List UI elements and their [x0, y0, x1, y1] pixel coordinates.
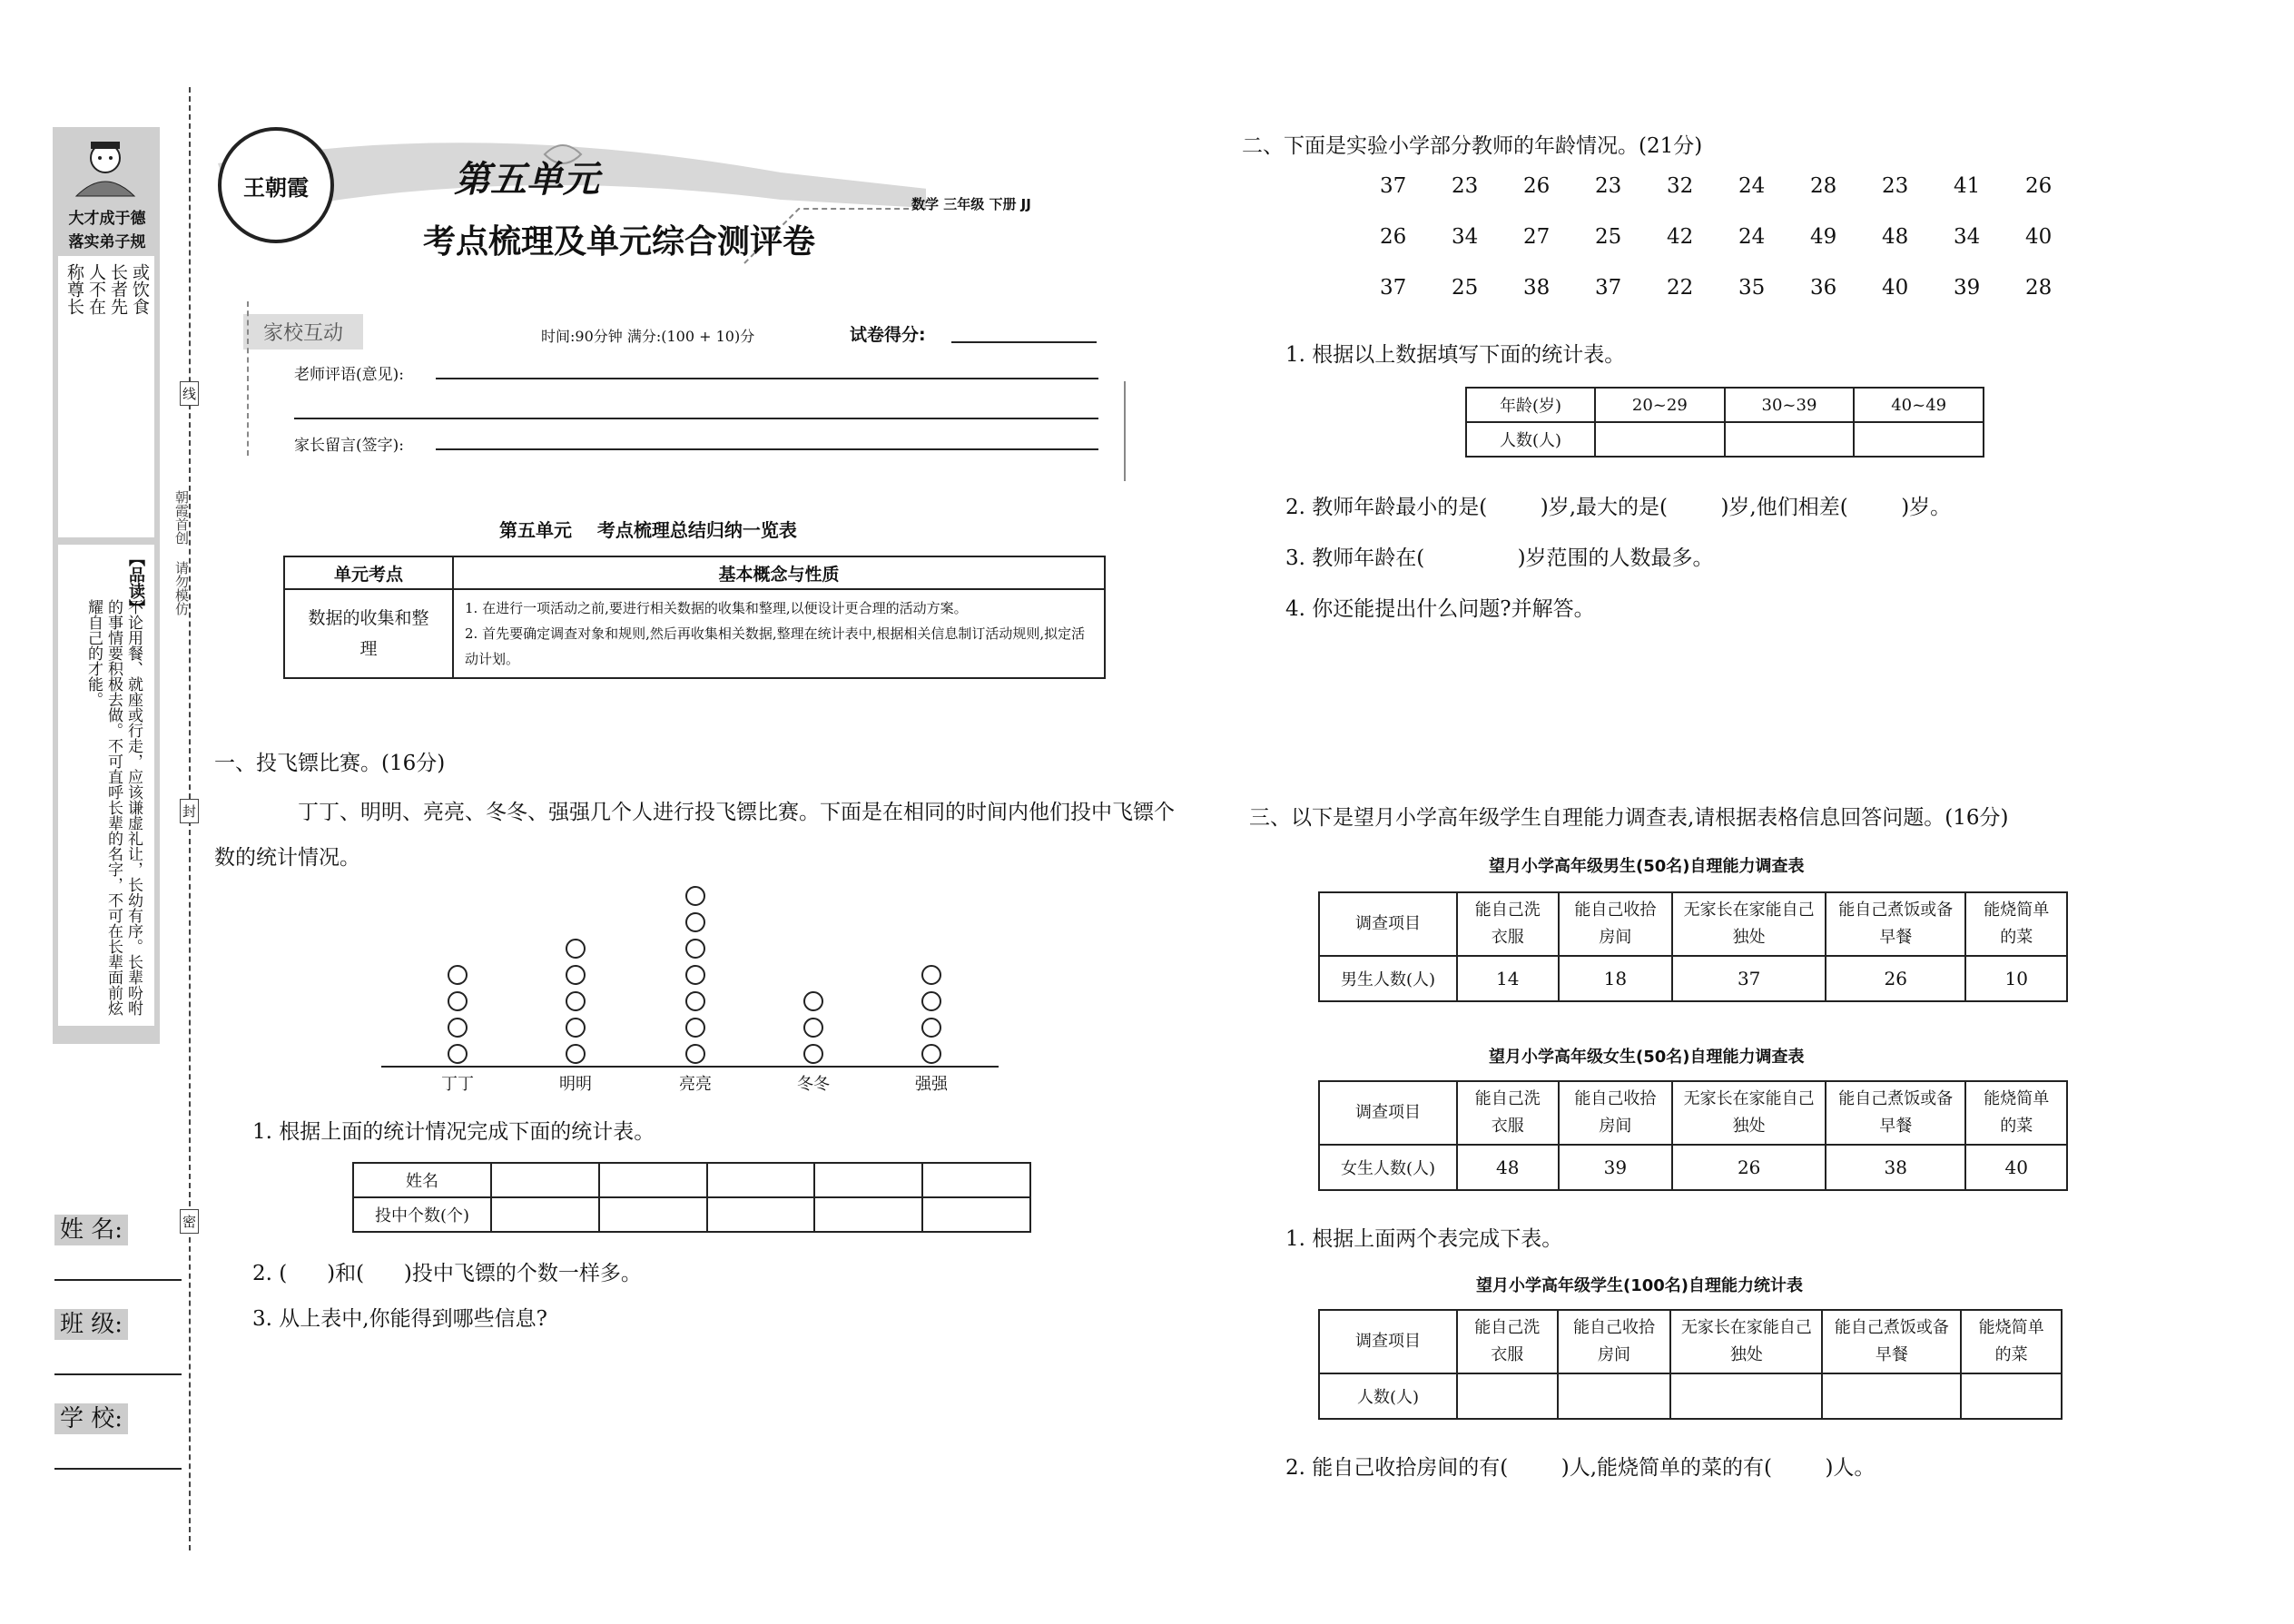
boys-data-row: [1319, 956, 2067, 1001]
q2-header-age: 年龄(岁): [1466, 388, 1595, 422]
boys-header-cell: 能自己煮饭或备早餐: [1826, 892, 1965, 956]
girls-value-cell: 39: [1559, 1145, 1673, 1190]
sidebar-col: 或饮食: [130, 263, 150, 315]
q2-header-range: 20~29: [1595, 388, 1725, 422]
boys-header-row: [1319, 892, 2067, 956]
cut-mark: 线: [180, 381, 199, 406]
subject-tag: 数学 三年级 下册 JJ: [911, 196, 1031, 212]
parent-note-label: 家长留言(签字):: [294, 437, 404, 455]
summary-content: [453, 589, 1105, 678]
q2-age-grid: [1380, 174, 2097, 327]
paper-title: 考点梳理及单元综合测评卷: [423, 222, 816, 261]
school-field[interactable]: [54, 1400, 182, 1470]
age-value: 23: [1882, 174, 1909, 198]
age-value: 26: [1523, 174, 1551, 198]
q1-table-header-name: 姓名: [353, 1163, 491, 1197]
q2-cell[interactable]: [1725, 422, 1855, 457]
q1-cell[interactable]: [707, 1163, 815, 1197]
q2-title: 二、下面是实验小学部分教师的年龄情况。(21分): [1242, 134, 1703, 158]
mascot-image: [64, 136, 147, 200]
summary-row-label: [284, 589, 453, 678]
boys-header-cell: 调查项目: [1319, 892, 1457, 956]
summary-item: 1. 在进行一项活动之前,要进行相关数据的收集和整理,以便设计更合理的活动方案。: [465, 600, 968, 616]
name-label: 姓 名:: [54, 1215, 128, 1245]
girls-value-cell: 26: [1672, 1145, 1826, 1190]
cut-mark: 封: [180, 799, 199, 823]
boys-value-cell: 10: [1965, 956, 2067, 1001]
boys-header-cell: 能自己洗衣服: [1457, 892, 1559, 956]
total-value-cell[interactable]: [1822, 1373, 1961, 1419]
dart-circle-丁丁: [448, 1018, 468, 1038]
q1-sub3: 3. 从上表中,你能得到哪些信息?: [252, 1307, 547, 1331]
dart-circle-明明: [566, 1044, 586, 1064]
total-header-cell: 调查项目: [1319, 1310, 1457, 1373]
summary-item: 2. 首先要确定调查对象和规则,然后再收集相关数据,整理在统计表中,根据相关信息制订活动规则,拟定活动计划。: [465, 625, 1086, 667]
age-row: [1380, 174, 2097, 225]
dart-circle-明明: [566, 1018, 586, 1038]
age-value: 42: [1667, 225, 1694, 249]
chart-category-label: 强强: [915, 1075, 948, 1094]
dart-chart: [381, 871, 999, 1094]
dart-circle-丁丁: [448, 991, 468, 1011]
chart-category-label: 丁丁: [441, 1075, 474, 1094]
dart-circle-强强: [921, 1044, 941, 1064]
age-value: 38: [1523, 276, 1551, 300]
girls-header-cell: 无家长在家能自己独处: [1672, 1081, 1826, 1145]
total-table: [1318, 1309, 2063, 1420]
age-value: 25: [1452, 276, 1479, 300]
dart-circle-明明: [566, 965, 586, 985]
age-rows: [1380, 174, 2097, 327]
school-label: 学 校:: [54, 1403, 128, 1434]
sidebar-col: 人不在: [86, 263, 106, 315]
total-row-label: 人数(人): [1319, 1373, 1457, 1419]
age-value: 48: [1882, 225, 1909, 249]
unit-title: 第五单元: [454, 158, 599, 201]
boys-value-cell: 18: [1559, 956, 1673, 1001]
age-value: 34: [1452, 225, 1479, 249]
age-value: 34: [1954, 225, 1981, 249]
dart-circle-冬冬: [803, 1018, 823, 1038]
chart-category-label: 冬冬: [797, 1075, 830, 1094]
girls-row-label: 女生人数(人): [1319, 1145, 1457, 1190]
dart-circle-明明: [566, 991, 586, 1011]
chart-plot-area: [381, 871, 999, 1066]
dart-circle-亮亮: [685, 939, 705, 959]
q1-cell[interactable]: [599, 1197, 707, 1232]
total-value-cell[interactable]: [1558, 1373, 1671, 1419]
age-value: 28: [2025, 276, 2053, 300]
class-line: [54, 1373, 182, 1375]
name-field[interactable]: [54, 1211, 182, 1281]
age-value: 23: [1595, 174, 1622, 198]
q1-table-header-count: 投中个数(个): [353, 1197, 491, 1232]
dart-circle-冬冬: [803, 991, 823, 1011]
girls-header-cell: 能自己收拾房间: [1559, 1081, 1673, 1145]
age-row: [1380, 276, 2097, 327]
boys-table: [1318, 891, 2068, 1002]
score-input[interactable]: [951, 341, 1097, 343]
q2-sub3: 3. 教师年龄在( )岁范围的人数最多。: [1285, 546, 1714, 570]
girls-value-cell: 48: [1457, 1145, 1559, 1190]
q2-header-range: 40~49: [1854, 388, 1984, 422]
total-value-cell[interactable]: [1457, 1373, 1558, 1419]
teacher-comment-line-2[interactable]: [294, 418, 1098, 419]
q1-table: [352, 1162, 1031, 1233]
age-value: 40: [1882, 276, 1909, 300]
q2-table: [1465, 387, 1984, 458]
age-value: 41: [1954, 174, 1981, 198]
total-header-cell: 无家长在家能自己独处: [1670, 1310, 1822, 1373]
total-header-cell: 能烧简单的菜: [1961, 1310, 2062, 1373]
dart-circle-亮亮: [685, 912, 705, 932]
q1-cell[interactable]: [491, 1163, 599, 1197]
time-info: 时间:90分钟 满分:(100 + 10)分: [541, 328, 755, 345]
total-header-cell: 能自己洗衣服: [1457, 1310, 1558, 1373]
boys-header-cell: 能烧简单的菜: [1965, 892, 2067, 956]
total-data-row: [1319, 1373, 2062, 1419]
boys-header-cell: 无家长在家能自己独处: [1672, 892, 1826, 956]
boys-header-cell: 能自己收拾房间: [1559, 892, 1673, 956]
q3-title: 三、以下是望月小学高年级学生自理能力调查表,请根据表格信息回答问题。(16分): [1249, 806, 2009, 830]
boys-value-cell: 14: [1457, 956, 1559, 1001]
logo-text: 王朝霞: [243, 173, 309, 201]
chart-category-label: 明明: [559, 1075, 592, 1094]
class-label: 班 级:: [54, 1309, 128, 1340]
girls-value-cell: 40: [1965, 1145, 2067, 1190]
home-school-badge: 家校互动: [243, 314, 363, 349]
copyright-note: 朝霞首创 请勿模仿: [173, 490, 190, 615]
summary-col-2: 基本概念与性质: [453, 556, 1105, 589]
girls-header-cell: 能烧简单的菜: [1965, 1081, 2067, 1145]
age-value: 26: [2025, 174, 2053, 198]
class-field[interactable]: [54, 1305, 182, 1375]
teacher-comment-input[interactable]: [436, 378, 1098, 379]
q2-cell[interactable]: [1595, 422, 1725, 457]
chart-labels: [381, 1071, 999, 1093]
boys-table-title: 望月小学高年级男生(50名)自理能力调查表: [1489, 857, 1805, 876]
q1-cell[interactable]: [491, 1197, 599, 1232]
teacher-comment-label: 老师评语(意见):: [294, 366, 404, 384]
parent-note-input[interactable]: [436, 448, 1098, 450]
score-label: 试卷得分:: [850, 325, 926, 345]
dart-circle-亮亮: [685, 991, 705, 1011]
q1-cell[interactable]: [922, 1197, 1030, 1232]
q1-cell[interactable]: [922, 1163, 1030, 1197]
age-value: 49: [1810, 225, 1837, 249]
brand-logo: [218, 127, 334, 243]
q2-sub2: 2. 教师年龄最小的是( )岁,最大的是( )岁,他们相差( )岁。: [1285, 496, 1952, 519]
dart-circle-丁丁: [448, 1044, 468, 1064]
motto-line-1: 大才成于德: [68, 210, 146, 228]
total-header-cell: 能自己煮饭或备早餐: [1822, 1310, 1961, 1373]
cut-mark: 密: [180, 1209, 199, 1234]
girls-value-cell: 38: [1826, 1145, 1965, 1190]
q2-sub1: 1. 根据以上数据填写下面的统计表。: [1285, 343, 1626, 367]
q3-sub1: 1. 根据上面两个表完成下表。: [1285, 1227, 1563, 1251]
q2-row-label: 人数(人): [1466, 422, 1595, 457]
q1-cell[interactable]: [814, 1163, 922, 1197]
q1-intro: 丁丁、明明、亮亮、冬冬、强强几个人进行投飞镖比赛。下面是在相同的时间内他们投中飞镖个数的统计情况。: [214, 801, 1175, 870]
girls-table: [1318, 1080, 2068, 1191]
age-value: 24: [1738, 174, 1766, 198]
age-value: 23: [1452, 174, 1479, 198]
dart-circle-强强: [921, 991, 941, 1011]
age-value: 27: [1523, 225, 1551, 249]
dart-circle-强强: [921, 1018, 941, 1038]
reading-text: 不论用餐、就座或行走，应该谦虚礼让，长幼有序。长辈吩咐的事情要积极去做。不可直呼长辈的名字，不可在长辈面前炫耀自己的才能。: [84, 599, 143, 1016]
summary-row-text: 数据的收集和整理: [308, 608, 429, 659]
girls-header-cell: 能自己煮饭或备早餐: [1826, 1081, 1965, 1145]
total-value-cell[interactable]: [1961, 1373, 2062, 1419]
q1-sub2: 2. ( )和( )投中飞镖的个数一样多。: [252, 1262, 642, 1285]
age-value: 28: [1810, 174, 1837, 198]
girls-data-row: [1319, 1145, 2067, 1190]
dart-circle-亮亮: [685, 1044, 705, 1064]
age-value: 37: [1595, 276, 1622, 300]
total-header-row: [1319, 1310, 2062, 1373]
q2-cell[interactable]: [1854, 422, 1984, 457]
q3-sub2: 2. 能自己收拾房间的有( )人,能烧简单的菜的有( )人。: [1285, 1456, 1876, 1480]
header-box-right: [1124, 381, 1126, 481]
summary-col-1: 单元考点: [284, 556, 453, 589]
age-value: 37: [1380, 174, 1407, 198]
reading-title: 【品读】: [126, 550, 145, 615]
age-value: 40: [2025, 225, 2053, 249]
boys-value-cell: 26: [1826, 956, 1965, 1001]
age-value: 37: [1380, 276, 1407, 300]
age-value: 36: [1810, 276, 1837, 300]
age-value: 35: [1738, 276, 1766, 300]
q1-title: 一、投飞镖比赛。(16分): [214, 752, 446, 775]
name-line: [54, 1279, 182, 1281]
q1-cell[interactable]: [814, 1197, 922, 1232]
motto-line-2: 落实弟子规: [68, 233, 146, 251]
sidebar-text-columns: [64, 263, 151, 536]
age-value: 25: [1595, 225, 1622, 249]
age-value: 22: [1667, 276, 1694, 300]
age-value: 24: [1738, 225, 1766, 249]
dart-circle-明明: [566, 939, 586, 959]
q2-sub4: 4. 你还能提出什么问题?并解答。: [1285, 597, 1595, 621]
girls-table-title: 望月小学高年级女生(50名)自理能力调查表: [1489, 1048, 1805, 1067]
header-box-left: [247, 301, 250, 456]
sidebar-col: 称尊长: [64, 263, 84, 315]
summary-table: [283, 556, 1106, 679]
boys-value-cell: 37: [1672, 956, 1826, 1001]
q2-header-range: 30~39: [1725, 388, 1855, 422]
total-table-title: 望月小学高年级学生(100名)自理能力统计表: [1476, 1276, 1804, 1295]
dart-circle-强强: [921, 965, 941, 985]
dart-circle-丁丁: [448, 965, 468, 985]
summary-title: 第五单元 考点梳理总结归纳一览表: [499, 519, 797, 541]
q1-sub1: 1. 根据上面的统计情况完成下面的统计表。: [252, 1120, 655, 1144]
dart-circle-亮亮: [685, 1018, 705, 1038]
age-value: 39: [1954, 276, 1981, 300]
girls-header-cell: 能自己洗衣服: [1457, 1081, 1559, 1145]
chart-baseline: [381, 1066, 999, 1068]
dart-circle-亮亮: [685, 886, 705, 906]
chart-category-label: 亮亮: [679, 1075, 712, 1094]
q1-cell[interactable]: [599, 1163, 707, 1197]
age-row: [1380, 225, 2097, 276]
age-value: 26: [1380, 225, 1407, 249]
boys-row-label: 男生人数(人): [1319, 956, 1457, 1001]
dart-circle-亮亮: [685, 965, 705, 985]
sidebar-col: 长者先: [108, 263, 128, 315]
girls-header-row: [1319, 1081, 2067, 1145]
total-header-cell: 能自己收拾房间: [1558, 1310, 1671, 1373]
age-value: 32: [1667, 174, 1694, 198]
girls-header-cell: 调查项目: [1319, 1081, 1457, 1145]
dart-circle-冬冬: [803, 1044, 823, 1064]
total-value-cell[interactable]: [1670, 1373, 1822, 1419]
q1-cell[interactable]: [707, 1197, 815, 1232]
school-line: [54, 1468, 182, 1470]
